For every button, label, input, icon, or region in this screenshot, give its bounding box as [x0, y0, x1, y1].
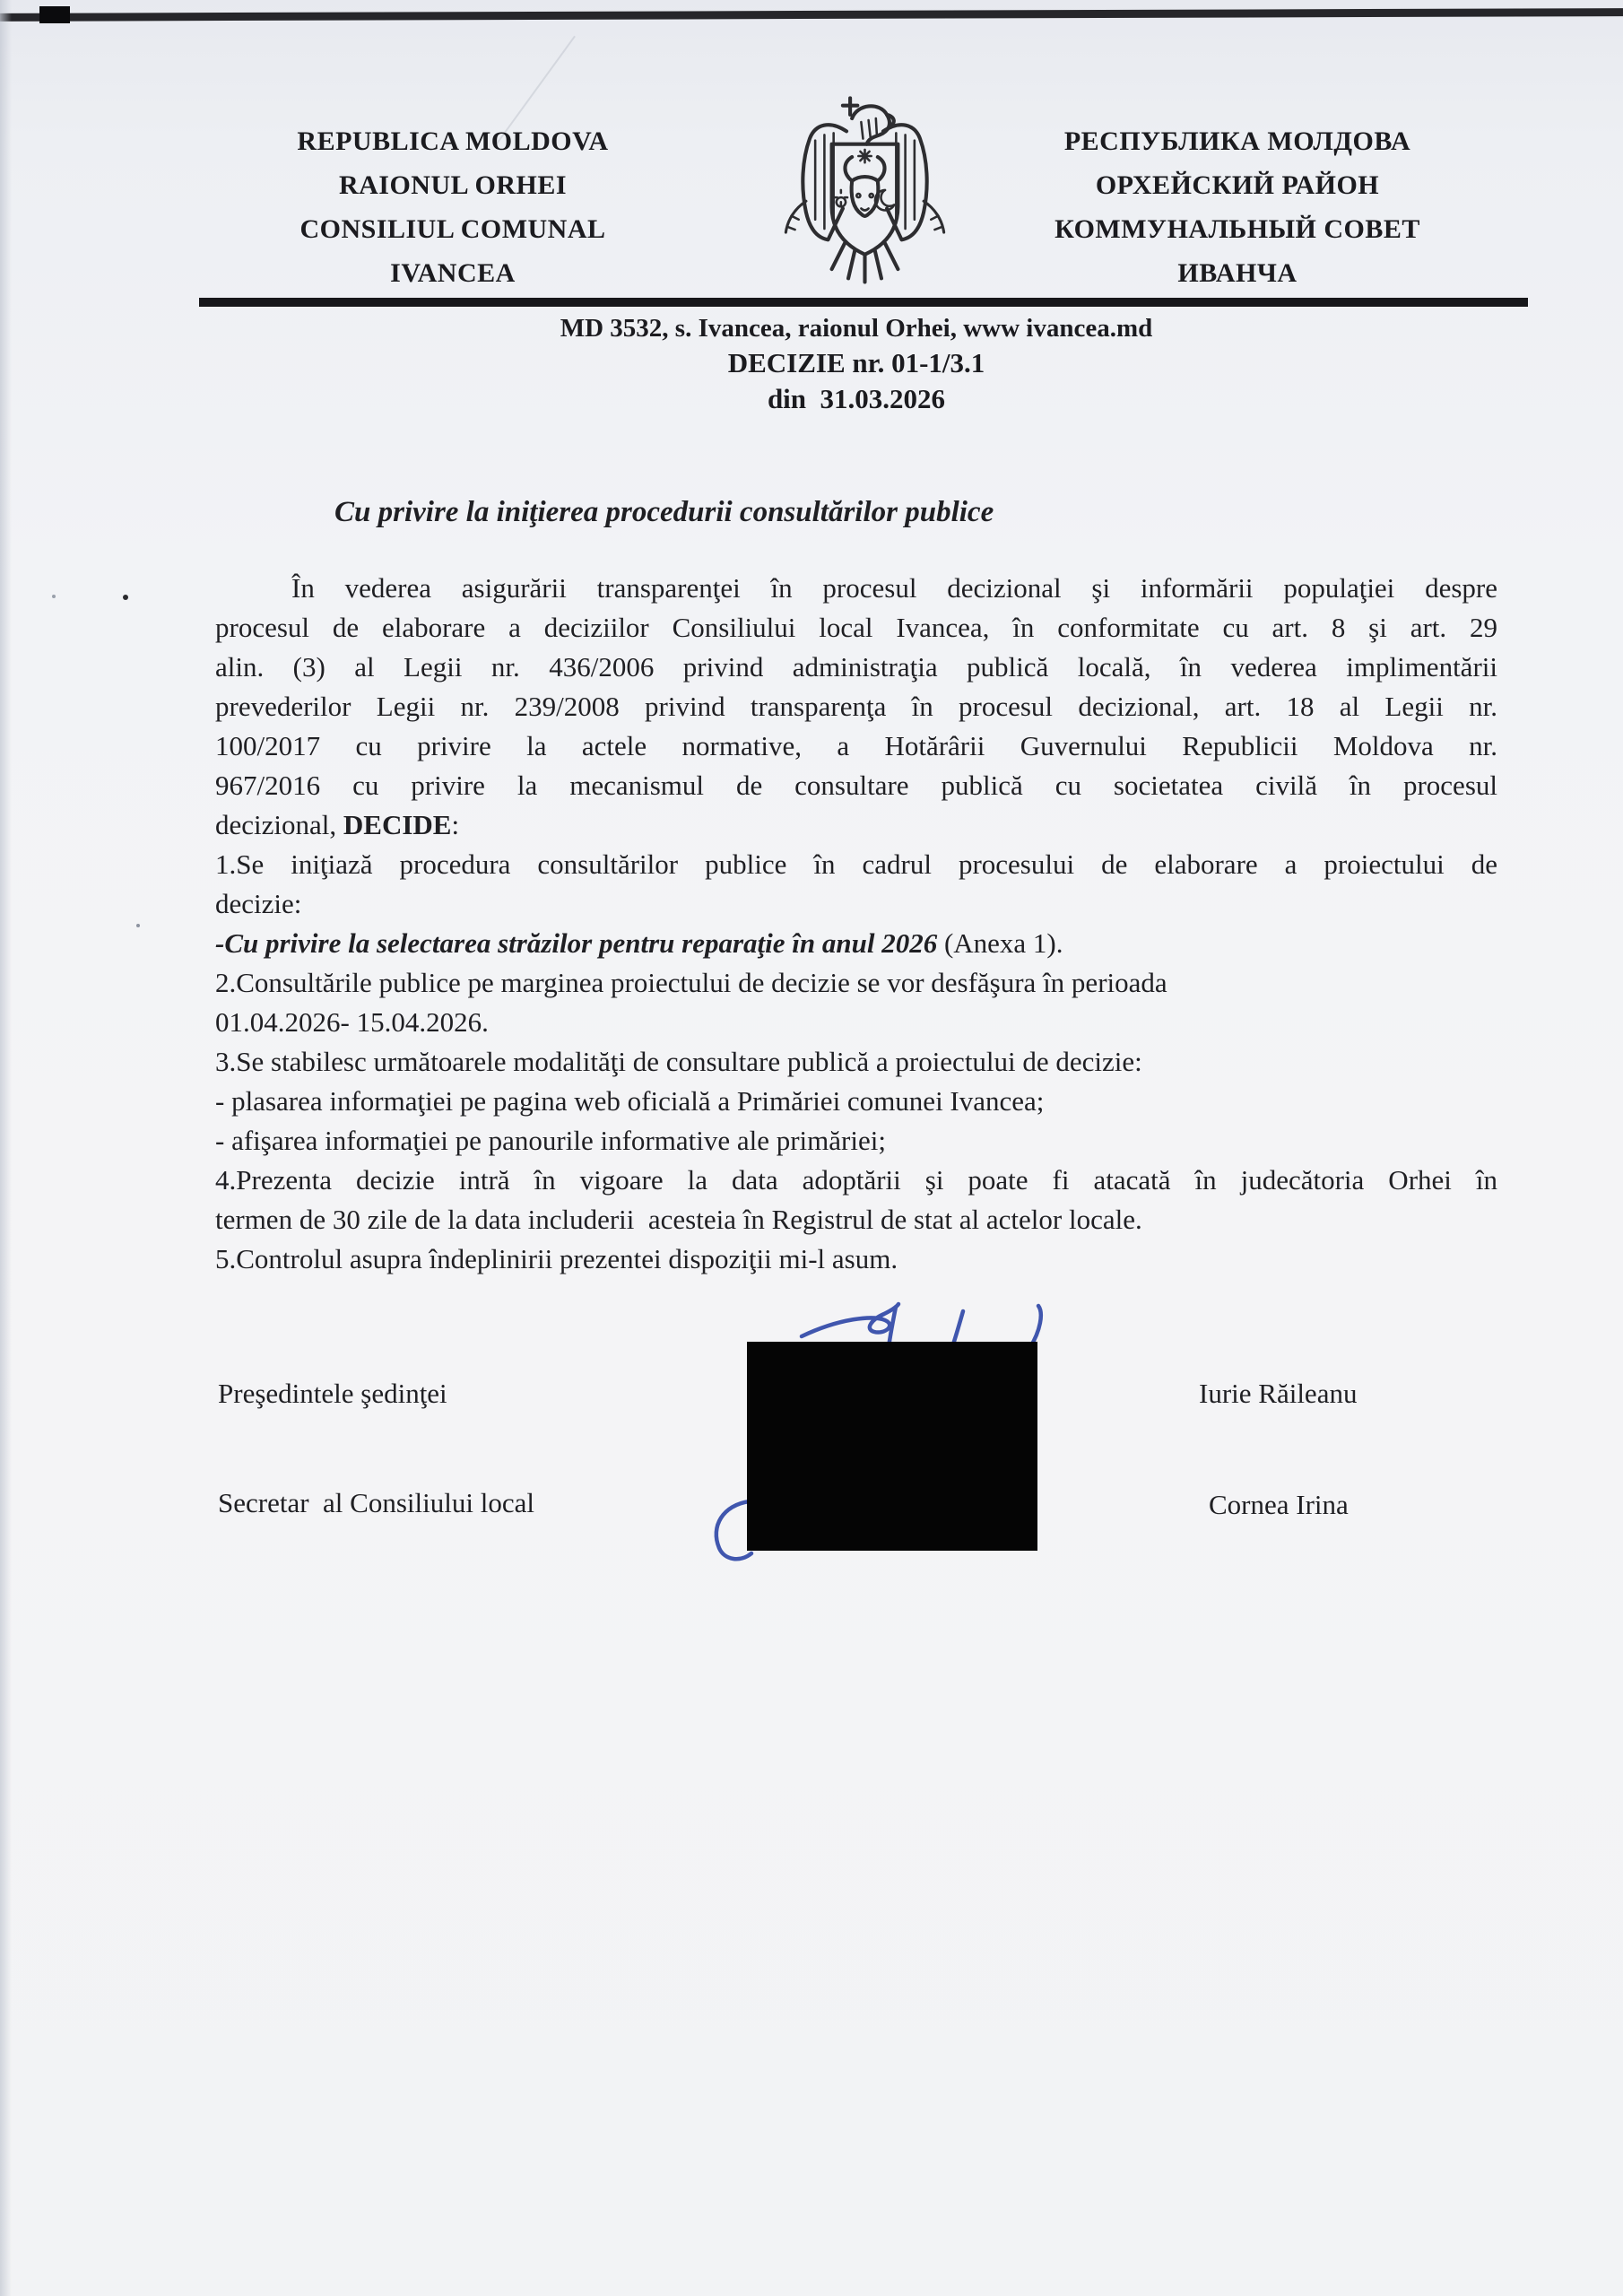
decide-suffix: :	[451, 809, 460, 840]
header-line: ОРХЕЙСКИЙ РАЙОН	[1095, 170, 1380, 200]
document-body	[215, 569, 1497, 1279]
anexa-emphasis: -Cu privire la selectarea străzilor pentru reparaţie în anul 2026	[215, 927, 938, 959]
signature-name-president: Iurie Răileanu	[1199, 1378, 1358, 1409]
header-line: РЕСПУБЛИКА МОЛДОВА	[1063, 126, 1411, 156]
body-line-item3: 3.Se stabilesc următoarele modalităţi de consultare publică a proiectului de decizie:	[215, 1046, 1142, 1077]
header-line: RAIONUL ORHEI	[338, 170, 568, 200]
decision-number: DECIZIE nr. 01-1/3.1	[727, 347, 985, 378]
scan-speck	[52, 595, 56, 598]
anexa-ref: (Anexa 1).	[937, 927, 1063, 959]
body-line: 100/2017 cu privire la actele normative, a Hotărârii Guvernului Republicii Moldova nr.	[215, 730, 1497, 761]
decide-prefix: decizional,	[215, 809, 343, 840]
header-line: КОММУНАЛЬНЫЙ СОВЕТ	[1055, 214, 1420, 244]
body-line-item1: 1.Se iniţiază procedura consultărilor publice în cadrul procesului de elaborare a proiectului de	[215, 848, 1497, 880]
scan-speck	[123, 595, 128, 600]
body-line-decide	[215, 805, 1497, 845]
header-right-russian	[964, 119, 1511, 295]
document-meta	[215, 311, 1497, 417]
scan-edge-top	[0, 8, 1623, 22]
body-line: În vederea asigurării transparenţei în procesul decizional şi informării populaţiei despre	[291, 572, 1497, 604]
header-line: ИВАНЧА	[1177, 258, 1298, 288]
body-line: procesul de elaborare a deciziilor Consiliului local Ivancea, în conformitate cu art. 8 şi art. 29	[215, 612, 1497, 643]
signature-name-secretary: Cornea Irina	[1209, 1489, 1349, 1520]
scan-artifact-blob	[39, 6, 70, 23]
body-line: prevederilor Legii nr. 239/2008 privind transparenţa în procesul decizional, art. 18 al Legii nr.	[215, 691, 1497, 722]
body-line-item4: 4.Prezenta decizie intră în vigoare la data adoptării şi poate fi atacată în judecătoria Orhei în	[215, 1164, 1497, 1196]
header-left-romanian	[166, 119, 740, 295]
header-line: REPUBLICA MOLDOVA	[297, 126, 609, 156]
body-line-bullet2: - afişarea informaţiei pe panourile informative ale primăriei;	[215, 1125, 886, 1156]
signature-role-secretary: Secretar al Consiliului local	[218, 1487, 534, 1518]
body-line-item1-cont: decizie:	[215, 888, 302, 919]
body-line-item2-cont: 01.04.2026- 15.04.2026.	[215, 1006, 489, 1038]
header-divider-rule	[199, 298, 1528, 307]
decide-word: DECIDE	[343, 809, 452, 840]
redaction-box	[747, 1342, 1037, 1551]
body-line-bullet1: - plasarea informaţiei pe pagina web oficială a Primăriei comunei Ivancea;	[215, 1085, 1045, 1117]
body-line-item5: 5.Controlul asupra îndeplinirii prezentei dispoziţii mi-l asum.	[215, 1243, 898, 1274]
body-line-anexa	[215, 924, 1497, 963]
address-line: MD 3532, s. Ivancea, raionul Orhei, www ivancea.md	[560, 314, 1153, 343]
header-line: IVANCEA	[390, 258, 516, 288]
body-line: alin. (3) al Legii nr. 436/2006 privind administraţia publică locală, în vederea implimentării	[215, 651, 1497, 683]
body-line: 967/2016 cu privire la mecanismul de consultare publică cu societatea civilă în procesul	[215, 770, 1497, 801]
document-title: Cu privire la iniţierea procedurii consultărilor publice	[334, 496, 994, 528]
header-line: CONSILIUL COMUNAL	[299, 214, 606, 244]
body-line-item4-cont: termen de 30 zile de la data includerii acesteia în Registrul de stat al actelor locale.	[215, 1204, 1142, 1235]
scan-edge-left	[0, 0, 12, 2296]
body-line-item2: 2.Consultările publice pe marginea proiectului de decizie se vor desfăşura în perioada	[215, 967, 1167, 998]
signature-role-president: Preşedintele şedinţei	[218, 1378, 447, 1409]
decision-date: din 31.03.2026	[767, 383, 946, 414]
moldova-coat-of-arms-icon	[773, 90, 957, 294]
scan-speck	[136, 924, 140, 927]
